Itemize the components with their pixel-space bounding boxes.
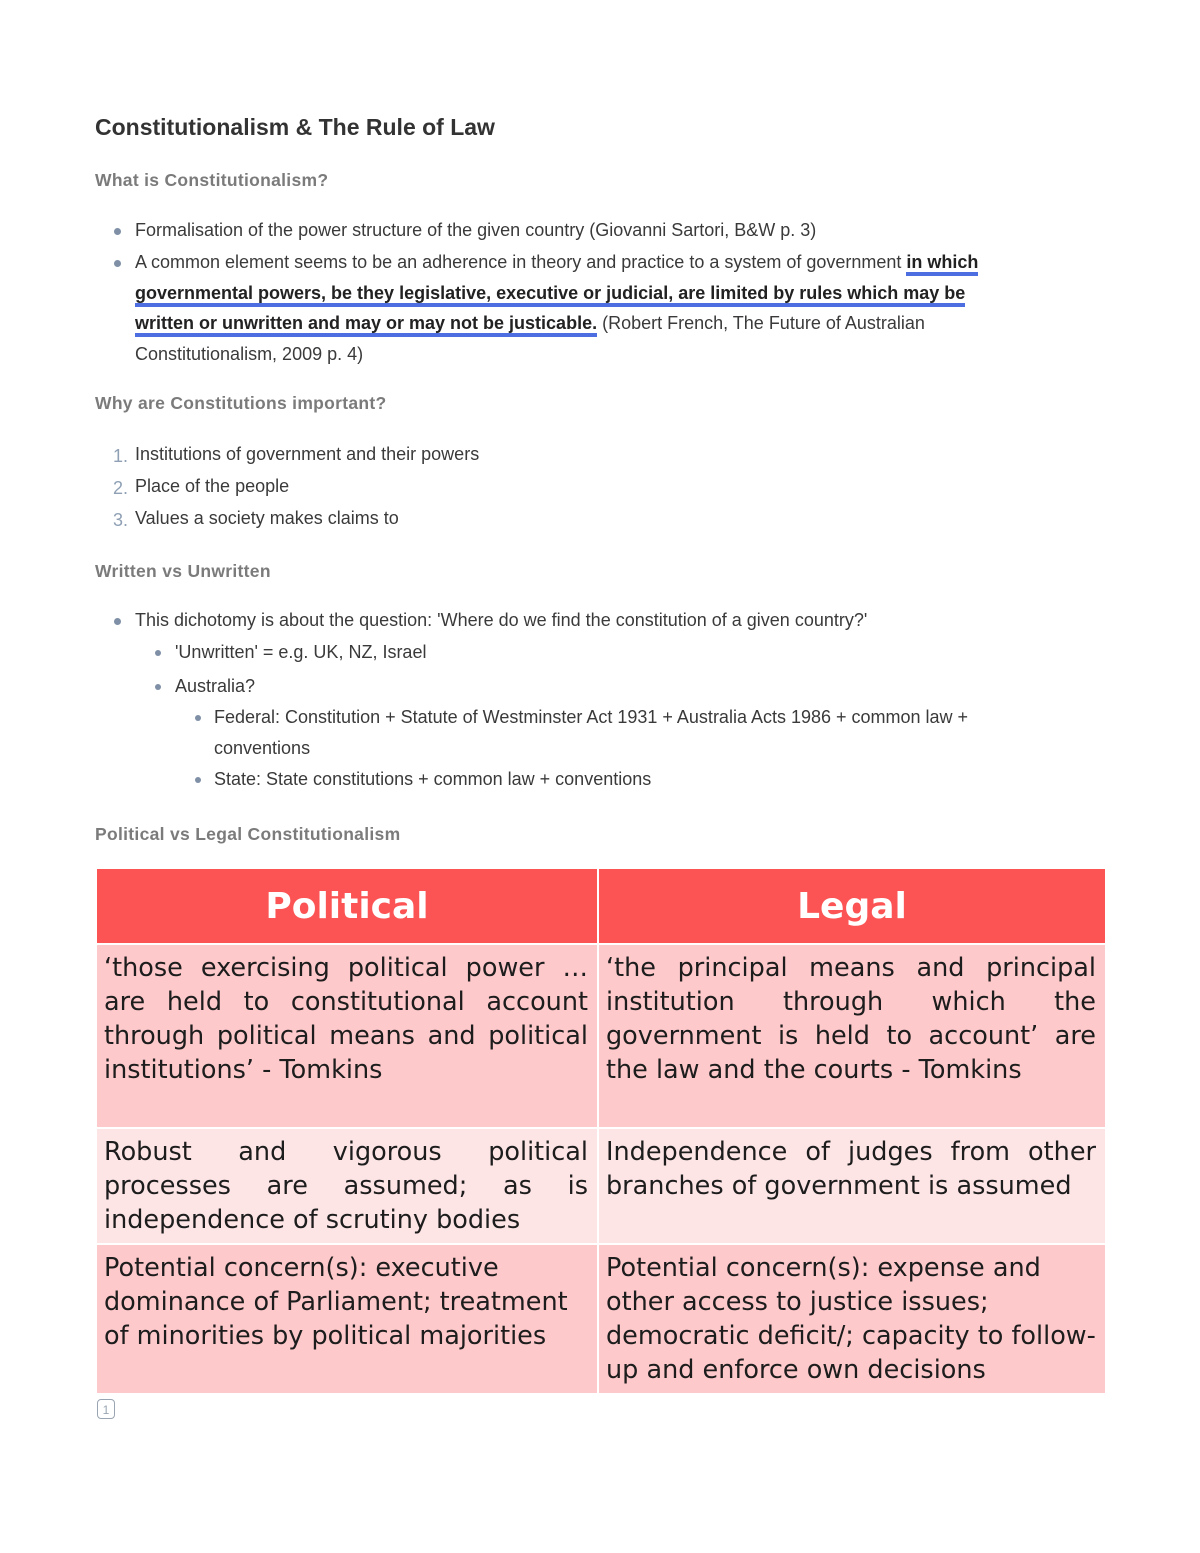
table-cell: Independence of judges from other branches of government is assumed [598,1128,1106,1244]
bullet-icon [195,715,201,721]
table-cell: ‘the principal means and principal institution through which the government is held to account’ are the law and the courts - Tomkins [598,944,1106,1128]
footnote-marker[interactable]: 1 [97,1399,115,1419]
list-item [214,702,968,763]
list-number: 1. [113,446,129,466]
list-item-text: conventions [214,737,311,758]
heading-political-vs-legal: Political vs Legal Constitutionalism [95,824,401,844]
quote-text: A common element seems to be an adherence in theory and practice to a system of government [135,252,907,272]
list-item [135,247,1080,369]
list-item: 'Unwritten' = e.g. UK, NZ, Israel [175,642,427,662]
highlighted-text: in which [906,252,978,276]
bullet-icon [114,618,121,625]
list-item: Formalisation of the power structure of the given country (Giovanni Sartori, B&W p. 3) [135,220,817,240]
table-header-row [96,868,1106,944]
column-header-legal: Legal [598,868,1106,944]
bullet-icon [195,777,201,783]
table-cell: Potential concern(s): expense and other access to justice issues; democratic deficit/; capacity to follow-up and enforce own decisions [598,1244,1106,1394]
bullet-icon [155,684,161,690]
list-item: Institutions of government and their powers [135,444,480,464]
heading-written-vs-unwritten: Written vs Unwritten [95,561,271,581]
heading-what-is-constitutionalism: What is Constitutionalism? [95,170,329,190]
table-cell: Potential concern(s): executive dominance of Parliament; treatment of minorities by political majorities [96,1244,598,1394]
list-item-text: Federal: Constitution + Statute of Westminster Act 1931 + Australia Acts 1986 + common law + [214,707,969,727]
list-item: Values a society makes claims to [135,508,399,528]
comparison-table [95,867,1107,1395]
highlighted-text: governmental powers, be they legislative, executive or judicial, are limited by rules which may be [135,283,965,307]
table-row [96,1244,1106,1394]
bullet-icon [114,260,121,267]
table-row [96,944,1106,1128]
list-item: State: State constitutions + common law + conventions [214,769,652,789]
page-title: Constitutionalism & The Rule of Law [95,114,495,140]
list-item: This dichotomy is about the question: 'Where do we find the constitution of a given country?' [135,610,868,630]
bullet-icon [114,228,121,235]
list-number: 2. [113,478,129,498]
heading-why-constitutions-important: Why are Constitutions important? [95,393,387,413]
citation-text: Constitutionalism, 2009 p. 4) [135,343,364,364]
highlighted-text: written or unwritten and may or may not be justicable. [135,313,597,337]
table-cell: Robust and vigorous political processes are assumed; as is independence of scrutiny bodies [96,1128,598,1244]
list-item: Australia? [175,676,256,696]
list-number: 3. [113,510,129,530]
list-item: Place of the people [135,476,290,496]
bullet-icon [155,650,161,656]
table-cell: ‘those exercising political power … are held to constitutional account through political means and political institutions’ - Tomkins [96,944,598,1128]
column-header-political: Political [96,868,598,944]
table-row [96,1128,1106,1244]
citation-text: (Robert French, The Future of Australian [597,313,925,333]
